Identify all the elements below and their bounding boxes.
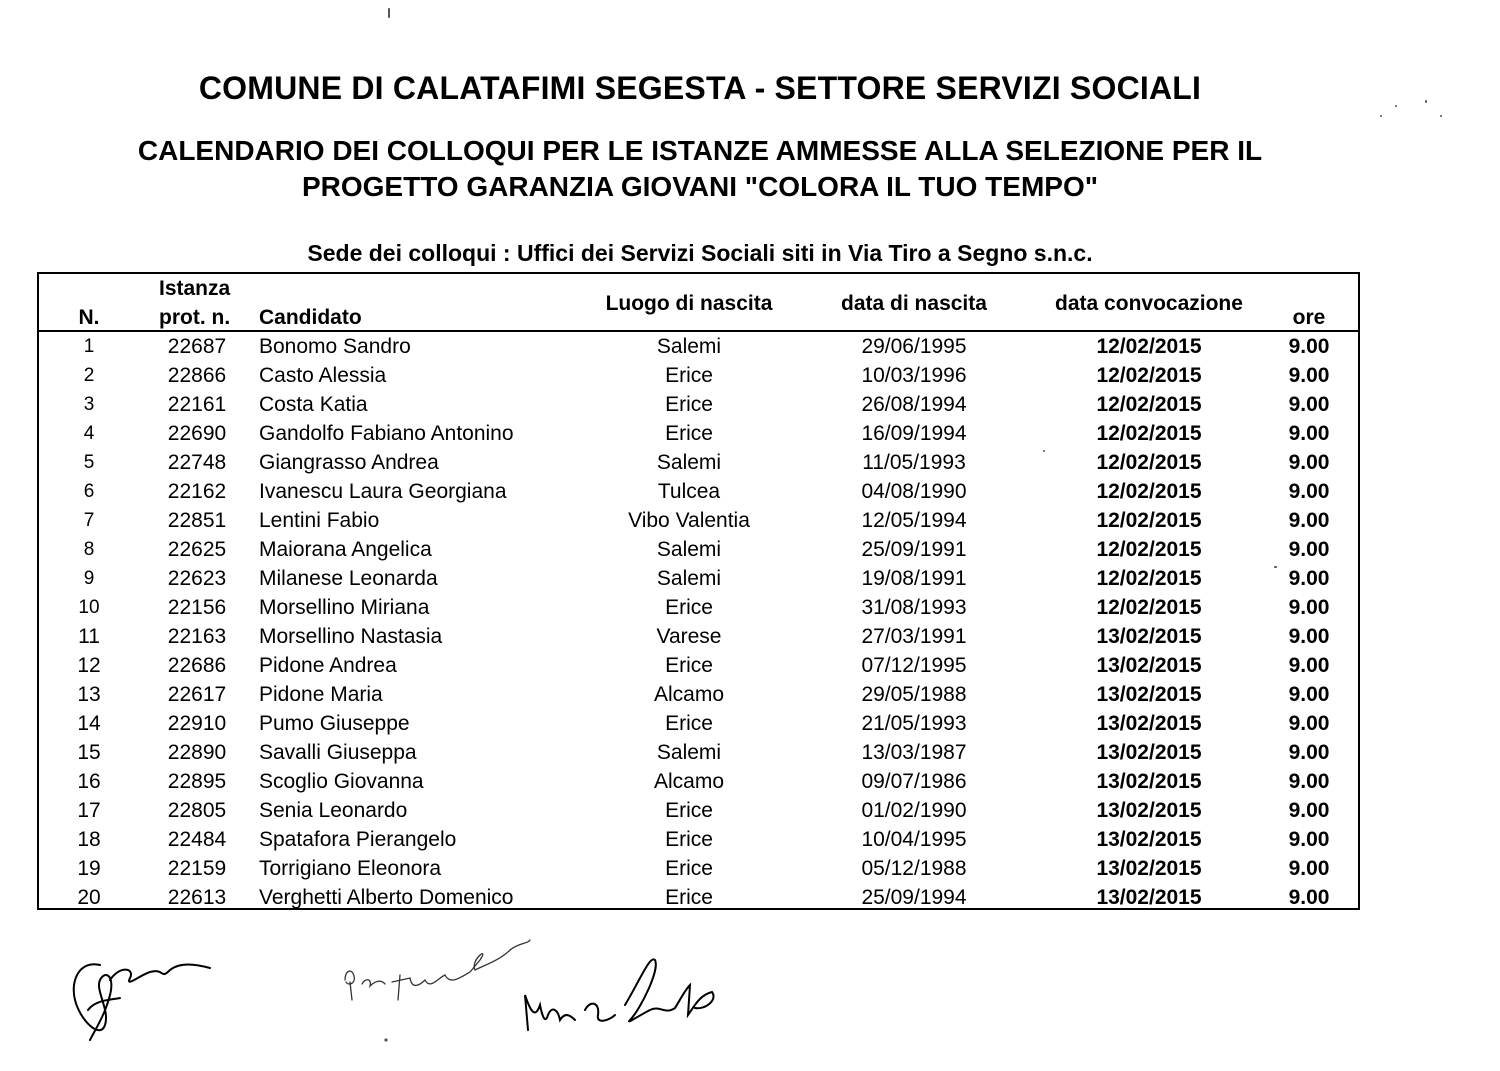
table-row [39,390,1358,419]
scan-speck [1043,450,1045,452]
protocol-number: 22156 [167,596,227,619]
table-row [39,709,1358,738]
birth-place: Erice [665,422,713,445]
birth-date: 04/08/1990 [861,480,967,503]
table-row [39,767,1358,796]
convocation-time: 9.00 [1288,451,1330,474]
birth-place: Erice [665,364,713,387]
candidate-name: Verghetti Alberto Domenico [259,886,514,909]
candidate-name: Bonomo Sandro [259,335,411,358]
convocation-date: 13/02/2015 [1096,712,1202,735]
row-number: 10 [78,597,100,618]
row-number: 2 [83,365,95,386]
birth-place: Erice [665,799,713,822]
table-row [39,825,1358,854]
birth-place: Erice [665,886,713,909]
row-number: 4 [83,423,95,444]
birth-place: Varese [656,625,722,648]
candidate-name: Gandolfo Fabiano Antonino [259,422,514,445]
birth-date: 13/03/1987 [861,741,967,764]
birth-place: Alcamo [653,770,725,793]
protocol-number: 22866 [167,364,227,387]
convocation-time: 9.00 [1288,799,1330,822]
birth-date: 21/05/1993 [861,712,967,735]
birth-date: 12/05/1994 [861,509,967,532]
header-data-nascita: data di nascita [841,292,987,315]
interview-table [37,272,1360,910]
row-number: 12 [77,654,101,677]
birth-place: Salemi [656,741,722,764]
birth-date: 01/02/1990 [861,799,967,822]
protocol-number: 22159 [167,857,227,880]
candidate-name: Torrigiano Eleonora [259,857,442,880]
birth-place: Erice [665,712,713,735]
row-number: 8 [83,539,95,560]
table-row [39,883,1358,912]
table-row [39,332,1358,361]
table-row [39,854,1358,883]
protocol-number: 22690 [167,422,227,445]
row-number: 17 [77,799,101,822]
convocation-time: 9.00 [1288,335,1330,358]
signature-2 [345,940,530,1000]
protocol-number: 22687 [167,335,227,358]
protocol-number: 22748 [167,451,227,474]
candidate-name: Giangrasso Andrea [259,451,439,474]
birth-place: Erice [665,828,713,851]
birth-date: 11/05/1993 [862,451,966,474]
table-row [39,448,1358,477]
protocol-number: 22613 [167,886,227,909]
birth-place: Erice [665,393,713,416]
candidate-name: Savalli Giuseppa [259,741,417,764]
convocation-time: 9.00 [1288,886,1330,909]
birth-date: 10/03/1996 [861,364,967,387]
convocation-date: 13/02/2015 [1096,770,1202,793]
table-row [39,535,1358,564]
table-row [39,651,1358,680]
birth-place: Erice [665,857,713,880]
scan-speck [388,8,390,18]
table-row [39,622,1358,651]
row-number: 9 [83,568,95,589]
table-row [39,361,1358,390]
convocation-date: 12/02/2015 [1096,596,1202,619]
protocol-number: 22625 [167,538,227,561]
row-number: 19 [77,857,101,880]
page-title: COMUNE DI CALATAFIMI SEGESTA - SETTORE SERVIZI SOCIALI [198,70,1202,106]
scan-speck [1395,105,1397,107]
candidate-name: Ivanescu Laura Georgiana [259,480,507,503]
convocation-time: 9.00 [1288,393,1330,416]
table-row [39,477,1358,506]
row-number: 3 [83,394,95,415]
birth-date: 25/09/1994 [861,886,967,909]
candidate-name: Scoglio Giovanna [259,770,424,793]
table-row [39,506,1358,535]
convocation-date: 12/02/2015 [1096,567,1202,590]
convocation-time: 9.00 [1288,480,1330,503]
convocation-date: 12/02/2015 [1096,480,1202,503]
protocol-number: 22910 [167,712,227,735]
table-row [39,593,1358,622]
protocol-number: 22686 [167,654,227,677]
row-number: 6 [83,481,95,502]
protocol-number: 22161 [167,393,227,416]
candidate-name: Casto Alessia [259,364,387,387]
birth-place: Vibo Valentia [628,509,750,532]
row-number: 14 [77,712,101,735]
interview-location: Sede dei colloqui : Uffici dei Servizi Sociali siti in Via Tiro a Segno s.n.c. [307,240,1093,266]
protocol-number: 22805 [167,799,227,822]
candidate-name: Costa Katia [259,393,368,416]
convocation-time: 9.00 [1288,712,1330,735]
candidate-name: Pumo Giuseppe [259,712,410,735]
table-row [39,419,1358,448]
candidate-name: Morsellino Miriana [259,596,430,619]
candidate-name: Milanese Leonarda [259,567,438,590]
birth-place: Alcamo [653,683,725,706]
signatures-area [0,920,800,1070]
table-row [39,680,1358,709]
birth-date: 31/08/1993 [861,596,967,619]
candidate-name: Senia Leonardo [259,799,408,822]
birth-place: Tulcea [657,480,721,503]
convocation-date: 13/02/2015 [1096,828,1202,851]
protocol-number: 22890 [167,741,227,764]
birth-date: 25/09/1991 [861,538,967,561]
convocation-date: 13/02/2015 [1096,741,1202,764]
header-istanza: Istanza [159,277,231,300]
birth-date: 09/07/1986 [861,770,967,793]
birth-date: 10/04/1995 [861,828,967,851]
convocation-time: 9.00 [1288,625,1330,648]
row-number: 5 [83,452,95,473]
convocation-date: 12/02/2015 [1096,422,1202,445]
birth-date: 05/12/1988 [861,857,967,880]
protocol-number: 22623 [167,567,227,590]
convocation-time: 9.00 [1288,364,1330,387]
scan-speck [1380,115,1382,117]
birth-date: 16/09/1994 [861,422,967,445]
candidate-name: Morsellino Nastasia [259,625,443,648]
protocol-number: 22617 [167,683,227,706]
signature-3 [525,959,714,1030]
header-ore: ore [1292,306,1326,329]
birth-place: Salemi [656,451,722,474]
birth-date: 27/03/1991 [861,625,967,648]
convocation-date: 13/02/2015 [1096,799,1202,822]
row-number: 16 [77,770,101,793]
header-n: N. [78,306,100,329]
convocation-time: 9.00 [1288,422,1330,445]
birth-place: Erice [665,596,713,619]
header-candidato: Candidato [259,306,362,329]
table-row [39,796,1358,825]
convocation-date: 12/02/2015 [1096,393,1202,416]
row-number: 18 [77,828,101,851]
convocation-time: 9.00 [1288,741,1330,764]
convocation-time: 9.00 [1288,770,1330,793]
protocol-number: 22484 [167,828,227,851]
row-number: 13 [77,683,101,706]
table-row [39,564,1358,593]
speck [384,1038,387,1041]
birth-date: 29/06/1995 [861,335,967,358]
birth-place: Salemi [656,538,722,561]
candidate-name: Pidone Maria [259,683,383,706]
protocol-number: 22163 [167,625,227,648]
birth-date: 29/05/1988 [861,683,967,706]
protocol-number: 22162 [167,480,227,503]
convocation-time: 9.00 [1288,567,1330,590]
header-prot: prot. n. [159,306,231,329]
convocation-date: 12/02/2015 [1096,538,1202,561]
candidate-name: Spatafora Pierangelo [259,828,457,851]
subtitle-line-2: PROGETTO GARANZIA GIOVANI "COLORA IL TUO TEMPO" [301,171,1099,202]
convocation-date: 13/02/2015 [1096,625,1202,648]
convocation-date: 13/02/2015 [1096,654,1202,677]
convocation-date: 13/02/2015 [1096,857,1202,880]
row-number: 7 [83,510,95,531]
convocation-time: 9.00 [1288,654,1330,677]
row-number: 20 [77,886,101,909]
convocation-date: 13/02/2015 [1096,683,1202,706]
candidate-name: Lentini Fabio [259,509,380,532]
convocation-time: 9.00 [1288,857,1330,880]
candidate-name: Maiorana Angelica [259,538,432,561]
birth-date: 07/12/1995 [861,654,967,677]
protocol-number: 22895 [167,770,227,793]
birth-date: 19/08/1991 [861,567,967,590]
convocation-time: 9.00 [1288,596,1330,619]
row-number: 15 [77,741,101,764]
row-number: 1 [83,336,95,357]
row-number: 11 [78,625,100,648]
convocation-date: 12/02/2015 [1096,335,1202,358]
convocation-date: 12/02/2015 [1096,509,1202,532]
scan-speck [1425,100,1427,103]
convocation-time: 9.00 [1288,509,1330,532]
convocation-time: 9.00 [1288,538,1330,561]
birth-place: Salemi [656,567,722,590]
table-row [39,738,1358,767]
convocation-date: 12/02/2015 [1096,364,1202,387]
convocation-time: 9.00 [1288,828,1330,851]
scan-speck [1274,566,1277,568]
header-data-convocazione: data convocazione [1055,292,1243,315]
birth-place: Erice [665,654,713,677]
subtitle-line-1: CALENDARIO DEI COLLOQUI PER LE ISTANZE AMMESSE ALLA SELEZIONE PER IL [137,135,1263,166]
convocation-date: 12/02/2015 [1096,451,1202,474]
protocol-number: 22851 [167,509,227,532]
birth-place: Salemi [656,335,722,358]
convocation-date: 13/02/2015 [1096,886,1202,909]
header-luogo: Luogo di nascita [605,292,773,315]
convocation-time: 9.00 [1288,683,1330,706]
candidate-name: Pidone Andrea [259,654,397,677]
scan-speck [1440,115,1442,117]
signature-1 [74,964,210,1040]
birth-date: 26/08/1994 [861,393,967,416]
